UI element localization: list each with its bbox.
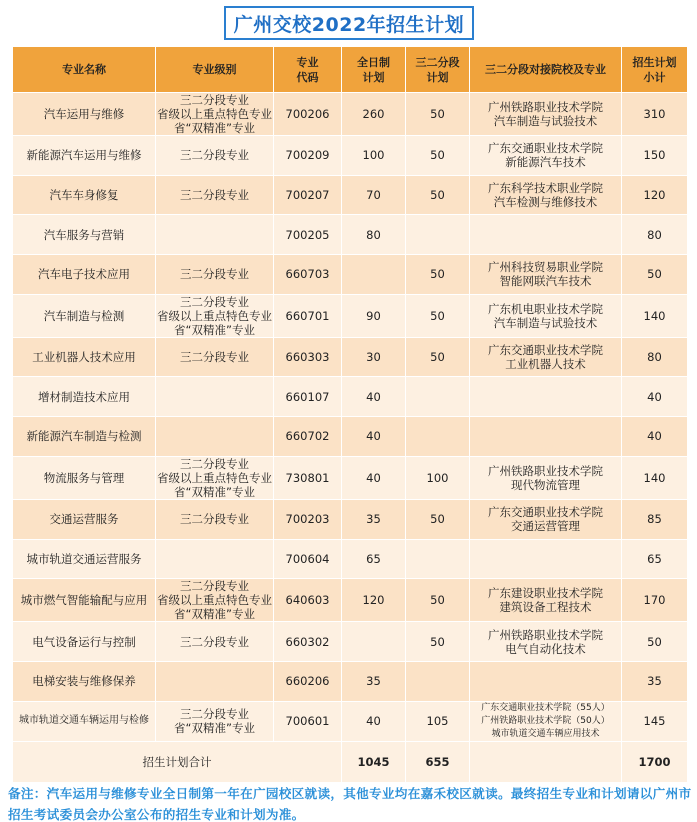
major-code: 730801: [274, 456, 342, 499]
major-level: [156, 456, 274, 499]
header-stage-line1: 三二分段: [415, 55, 460, 69]
partner-college: [470, 499, 622, 539]
partner-line: 广州铁路职业技术学院: [488, 463, 603, 478]
partner-line: 汽车检测与维修技术: [493, 195, 598, 210]
partner-college: [470, 215, 622, 255]
plan-subtotal: 310: [622, 93, 688, 136]
stage-plan: [406, 215, 470, 255]
partner-line: 城市轨道交通车辆应用技术: [491, 728, 600, 739]
major-level-line: 省级以上重点特色专业: [157, 107, 272, 121]
major-code: 660206: [274, 661, 342, 701]
table-body: [13, 93, 688, 742]
major-name: 新能源汽车运用与维修: [13, 136, 156, 176]
major-name: 新能源汽车制造与检测: [13, 417, 156, 457]
partner-college: [470, 255, 622, 295]
major-level-line: 三二分段专业: [180, 188, 249, 203]
header-level: 专业级别: [156, 47, 274, 93]
major-code: 660701: [274, 294, 342, 337]
major-level-line: 三二分段专业: [180, 294, 249, 309]
fulltime-plan: 35: [342, 499, 406, 539]
plan-subtotal: 80: [622, 337, 688, 377]
fulltime-plan: 40: [342, 377, 406, 417]
major-level-line: 省级以上重点特色专业: [157, 308, 272, 323]
table-row: [13, 539, 688, 579]
partner-line: 交通运营管理: [511, 519, 580, 534]
plan-subtotal: 65: [622, 539, 688, 579]
plan-subtotal: 140: [622, 294, 688, 337]
partner-college: [470, 337, 622, 377]
partner-college: [470, 701, 622, 741]
stage-plan: 105: [406, 701, 470, 741]
partner-line: 广州铁路职业技术学院: [488, 100, 603, 114]
major-level-line: 三二分段专业: [180, 707, 249, 722]
header-fulltime-line2: 计划: [362, 70, 385, 84]
major-name: 汽车制造与检测: [13, 294, 156, 337]
table-row: [13, 622, 688, 662]
fulltime-plan: [342, 255, 406, 295]
major-name: 增材制造技术应用: [13, 377, 156, 417]
plan-subtotal: 170: [622, 579, 688, 622]
major-level: [156, 93, 274, 136]
partner-line: 广东交通职业技术学院: [488, 343, 603, 358]
major-level: [156, 661, 274, 701]
partner-line: 广东交通职业技术学院（55人）: [481, 702, 610, 713]
fulltime-plan: 260: [342, 93, 406, 136]
fulltime-plan: 120: [342, 579, 406, 622]
major-level: [156, 136, 274, 176]
major-level-line: 三二分段专业: [180, 634, 249, 649]
fulltime-plan: 40: [342, 417, 406, 457]
partner-college: [470, 377, 622, 417]
page-title: [224, 6, 474, 40]
major-code: 700209: [274, 136, 342, 176]
partner-line: 广东交通职业技术学院: [488, 505, 603, 520]
fulltime-plan: 70: [342, 175, 406, 215]
major-level-line: 省“双精准”专业: [174, 322, 255, 337]
stage-plan: 50: [406, 337, 470, 377]
partner-line: 工业机器人技术: [505, 357, 586, 372]
major-name: 物流服务与管理: [13, 456, 156, 499]
table-row: [13, 337, 688, 377]
major-level: [156, 294, 274, 337]
partner-line: 广东科学技术职业学院: [488, 181, 603, 196]
table-row: [13, 456, 688, 499]
table-header-row: [13, 47, 688, 93]
major-level-line: 三二分段专业: [180, 579, 249, 594]
major-level-line: 三二分段专业: [180, 93, 249, 107]
partner-college: [470, 456, 622, 499]
header-subtotal-line2: 小计: [643, 70, 666, 84]
partner-line: 广州铁路职业技术学院（50人）: [481, 715, 610, 726]
table-row: [13, 701, 688, 741]
partner-college: [470, 661, 622, 701]
major-level-line: 三二分段专业: [180, 350, 249, 365]
major-level-line: 省“双精准”专业: [174, 121, 255, 135]
fulltime-plan: 35: [342, 661, 406, 701]
major-name: 电气设备运行与控制: [13, 622, 156, 662]
plan-subtotal: 50: [622, 255, 688, 295]
footnote: 备注：汽车运用与维修专业全日制第一年在广园校区就读，其他专业均在嘉禾校区就读。最终招生专业和计划请以广州市招生考试委员会办公室公布的招生专业和计划为准。: [8, 786, 692, 822]
major-name: 城市轨道交通车辆运用与检修: [13, 701, 156, 741]
header-stage-line2: 计划: [426, 70, 449, 84]
major-level-line: 省“双精准”专业: [174, 721, 255, 736]
major-level-line: 省“双精准”专业: [174, 607, 255, 622]
table-row: [13, 499, 688, 539]
header-subtotal: [622, 47, 688, 93]
major-level-line: 三二分段专业: [180, 267, 249, 282]
partner-line: 广州科技贸易职业学院: [488, 260, 603, 275]
fulltime-plan: 30: [342, 337, 406, 377]
page-title-text: 广州交校2022年招生计划: [233, 13, 465, 36]
major-name: 汽车服务与营销: [13, 215, 156, 255]
plan-subtotal: 50: [622, 622, 688, 662]
total-subtotal: 1700: [622, 741, 688, 782]
major-level-line: 三二分段专业: [180, 148, 249, 163]
major-name: 城市燃气智能输配与应用: [13, 579, 156, 622]
stage-plan: 50: [406, 136, 470, 176]
major-name: 城市轨道交通运营服务: [13, 539, 156, 579]
partner-line: 智能网联汽车技术: [499, 274, 592, 289]
partner-college: [470, 539, 622, 579]
stage-plan: [406, 377, 470, 417]
major-name: 汽车运用与维修: [13, 93, 156, 136]
major-code: 660107: [274, 377, 342, 417]
header-major: 专业名称: [13, 47, 156, 93]
stage-plan: [406, 539, 470, 579]
header-stage: [406, 47, 470, 93]
header-code-line2: 代码: [296, 70, 319, 84]
major-code: 660703: [274, 255, 342, 295]
table-row: [13, 579, 688, 622]
partner-line: 汽车制造与试验技术: [493, 315, 598, 330]
partner-college: [470, 622, 622, 662]
partner-college: [470, 294, 622, 337]
stage-plan: 100: [406, 456, 470, 499]
header-code: [274, 47, 342, 93]
plan-subtotal: 150: [622, 136, 688, 176]
major-name: 汽车电子技术应用: [13, 255, 156, 295]
major-level-line: 三二分段专业: [180, 512, 249, 527]
plan-subtotal: 80: [622, 215, 688, 255]
table-row: [13, 136, 688, 176]
header-fulltime: [342, 47, 406, 93]
major-code: 700205: [274, 215, 342, 255]
table-row: [13, 377, 688, 417]
header-fulltime-line1: 全日制: [357, 55, 390, 69]
table-row: [13, 255, 688, 295]
major-level: [156, 175, 274, 215]
major-name: 交通运营服务: [13, 499, 156, 539]
total-label: 招生计划合计: [13, 741, 342, 782]
plan-subtotal: 140: [622, 456, 688, 499]
partner-line: 广东交通职业技术学院: [488, 141, 603, 156]
header-code-line1: 专业: [296, 55, 319, 69]
fulltime-plan: 100: [342, 136, 406, 176]
major-level: [156, 579, 274, 622]
fulltime-plan: 65: [342, 539, 406, 579]
partner-college: [470, 136, 622, 176]
fulltime-plan: 80: [342, 215, 406, 255]
major-level-line: 省级以上重点特色专业: [157, 593, 272, 608]
major-level: [156, 337, 274, 377]
major-name: 电梯安装与维修保养: [13, 661, 156, 701]
major-level: [156, 622, 274, 662]
fulltime-plan: 90: [342, 294, 406, 337]
major-level: [156, 417, 274, 457]
major-level-line: 省“双精准”专业: [174, 484, 255, 499]
major-code: 700604: [274, 539, 342, 579]
major-code: 660302: [274, 622, 342, 662]
partner-line: 新能源汽车技术: [505, 155, 586, 170]
stage-plan: 50: [406, 579, 470, 622]
partner-college: [470, 417, 622, 457]
table-row: [13, 175, 688, 215]
stage-plan: 50: [406, 255, 470, 295]
plan-subtotal: 40: [622, 417, 688, 457]
major-level-line: 三二分段专业: [180, 456, 249, 471]
total-partner-empty: [470, 741, 622, 782]
enrollment-plan-table: [12, 46, 688, 783]
major-level: [156, 377, 274, 417]
stage-plan: 50: [406, 175, 470, 215]
major-level: [156, 255, 274, 295]
plan-subtotal: 120: [622, 175, 688, 215]
table-row: [13, 417, 688, 457]
table-row: [13, 215, 688, 255]
header-partner: 三二分段对接院校及专业: [470, 47, 622, 93]
major-level: [156, 701, 274, 741]
partner-line: 建筑设备工程技术: [499, 600, 592, 615]
major-name: 工业机器人技术应用: [13, 337, 156, 377]
stage-plan: 50: [406, 93, 470, 136]
major-code: 660303: [274, 337, 342, 377]
header-subtotal-line1: 招生计划: [632, 55, 677, 69]
stage-plan: [406, 417, 470, 457]
table-row: [13, 93, 688, 136]
major-level: [156, 539, 274, 579]
stage-plan: 50: [406, 622, 470, 662]
fulltime-plan: [342, 622, 406, 662]
total-stage: 655: [406, 741, 470, 782]
plan-subtotal: 35: [622, 661, 688, 701]
major-code: 640603: [274, 579, 342, 622]
fulltime-plan: 40: [342, 701, 406, 741]
fulltime-plan: 40: [342, 456, 406, 499]
partner-line: 电气自动化技术: [505, 641, 586, 656]
partner-college: [470, 175, 622, 215]
stage-plan: 50: [406, 499, 470, 539]
major-code: 700601: [274, 701, 342, 741]
plan-subtotal: 145: [622, 701, 688, 741]
major-level: [156, 499, 274, 539]
major-code: 660702: [274, 417, 342, 457]
major-code: 700207: [274, 175, 342, 215]
plan-subtotal: 40: [622, 377, 688, 417]
major-level-line: 省级以上重点特色专业: [157, 470, 272, 485]
stage-plan: 50: [406, 294, 470, 337]
major-level: [156, 215, 274, 255]
partner-line: 广东建设职业技术学院: [488, 586, 603, 601]
partner-line: 汽车制造与试验技术: [493, 114, 598, 128]
major-name: 汽车车身修复: [13, 175, 156, 215]
partner-college: [470, 93, 622, 136]
stage-plan: [406, 661, 470, 701]
table-row: [13, 661, 688, 701]
partner-line: 广东机电职业技术学院: [488, 301, 603, 316]
partner-college: [470, 579, 622, 622]
major-code: 700206: [274, 93, 342, 136]
partner-line: 广州铁路职业技术学院: [488, 627, 603, 642]
plan-subtotal: 85: [622, 499, 688, 539]
total-row: [13, 741, 688, 782]
partner-line: 现代物流管理: [511, 477, 580, 492]
total-fulltime: 1045: [342, 741, 406, 782]
major-code: 700203: [274, 499, 342, 539]
table-row: [13, 294, 688, 337]
